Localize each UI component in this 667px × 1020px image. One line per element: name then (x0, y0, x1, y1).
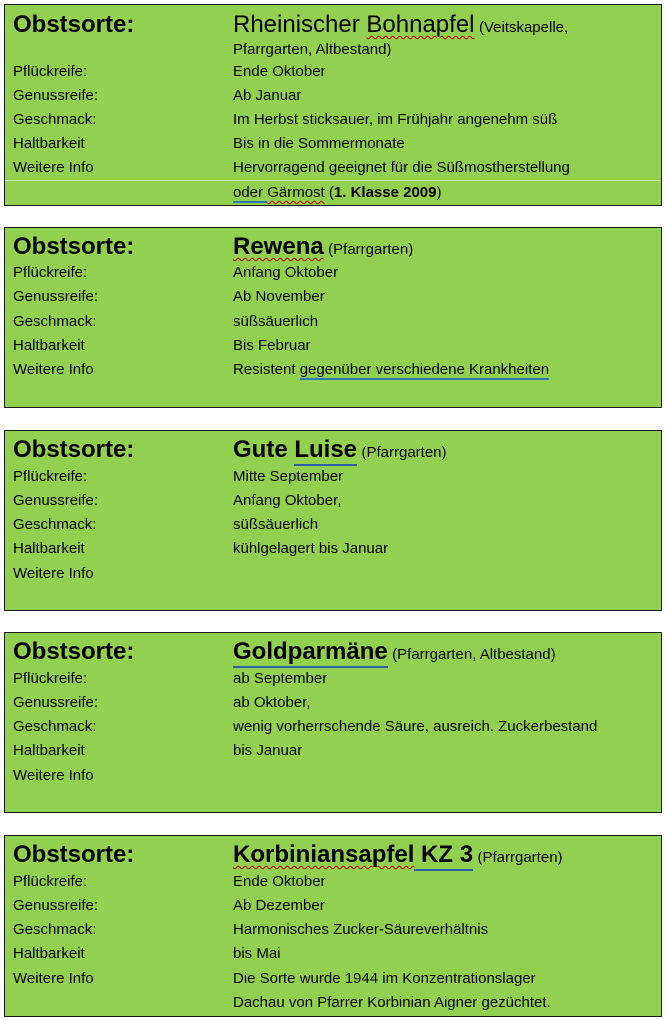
geschmack-label: Geschmack: (13, 516, 97, 533)
genussreife-value: Ab Januar (233, 87, 302, 104)
weitere-info-value: Resistent gegenüber verschiedene Krankheiten (233, 361, 550, 378)
pflueckreife-value: ab September (233, 670, 328, 687)
heading-label: Obstsorte: (13, 638, 135, 665)
variety-name: Gute Luise (Pfarrgarten) (233, 436, 447, 464)
geschmack-value: süßsäuerlich (233, 313, 319, 330)
weitere-info-label: Weitere Info (13, 159, 94, 176)
weitere-info-value-cont: oder Gärmost (1. Klasse 2009) (233, 184, 442, 201)
geschmack-label: Geschmack: (13, 313, 97, 330)
pflueckreife-label: Pflückreife: (13, 63, 88, 80)
haltbarkeit-label: Haltbarkeit (13, 337, 85, 354)
heading-label: Obstsorte: (13, 436, 135, 463)
variety-origin: (Veitskapelle, (478, 19, 569, 36)
variety-origin: (Pfarrgarten) (477, 849, 563, 866)
pflueckreife-value: Ende Oktober (233, 873, 326, 890)
haltbarkeit-value: Bis in die Sommermonate (233, 135, 405, 152)
variety-card-korbiniansapfel (4, 835, 662, 1017)
genussreife-label: Genussreife: (13, 87, 99, 104)
genussreife-value: Ab November (233, 288, 325, 305)
variety-card-rheinischer-bohnapfel (4, 4, 662, 206)
pflueckreife-label: Pflückreife: (13, 468, 88, 485)
genussreife-label: Genussreife: (13, 897, 99, 914)
pflueckreife-value: Mitte September (233, 468, 344, 485)
haltbarkeit-label: Haltbarkeit (13, 135, 85, 152)
heading-label: Obstsorte: (13, 233, 135, 260)
weitere-info-value: Hervorragend geeignet für die Süßmostherstellung (233, 159, 570, 176)
weitere-info-value: Die Sorte wurde 1944 im Konzentrationslager (233, 970, 536, 987)
variety-origin: (Pfarrgarten) (361, 444, 447, 461)
haltbarkeit-label: Haltbarkeit (13, 742, 85, 759)
geschmack-value: Harmonisches Zucker-Säureverhältnis (233, 921, 489, 938)
haltbarkeit-value: bis Januar (233, 742, 303, 759)
genussreife-value: ab Oktober, (233, 694, 311, 711)
pflueckreife-value: Anfang Oktober (233, 264, 339, 281)
haltbarkeit-value: kühlgelagert bis Januar (233, 540, 389, 557)
haltbarkeit-label: Haltbarkeit (13, 945, 85, 962)
weitere-info-label: Weitere Info (13, 361, 94, 378)
geschmack-value: Im Herbst sticksauer, im Frühjahr angenehm süß (233, 111, 558, 128)
haltbarkeit-value: Bis Februar (233, 337, 311, 354)
pflueckreife-value: Ende Oktober (233, 63, 326, 80)
variety-name: Goldparmäne (Pfarrgarten, Altbestand) (233, 638, 556, 666)
pflueckreife-label: Pflückreife: (13, 873, 88, 890)
haltbarkeit-label: Haltbarkeit (13, 540, 85, 557)
variety-name: Rewena (Pfarrgarten) (233, 233, 414, 260)
weitere-info-label: Weitere Info (13, 767, 94, 784)
pflueckreife-label: Pflückreife: (13, 670, 88, 687)
row-divider (5, 180, 661, 181)
geschmack-label: Geschmack: (13, 111, 97, 128)
variety-card-gute-luise (4, 430, 662, 611)
variety-card-goldparmaene (4, 632, 662, 813)
heading-label: Obstsorte: (13, 11, 135, 38)
geschmack-value: süßsäuerlich (233, 516, 319, 533)
genussreife-label: Genussreife: (13, 492, 99, 509)
genussreife-value: Anfang Oktober, (233, 492, 342, 509)
variety-origin-cont: Pfarrgarten, Altbestand) (233, 41, 392, 58)
geschmack-label: Geschmack: (13, 921, 97, 938)
haltbarkeit-value: bis Mai (233, 945, 281, 962)
weitere-info-label: Weitere Info (13, 970, 94, 987)
variety-card-rewena (4, 227, 662, 408)
genussreife-label: Genussreife: (13, 288, 99, 305)
variety-name: Rheinischer Bohnapfel (Veitskapelle, (233, 11, 569, 38)
heading-label: Obstsorte: (13, 841, 135, 868)
weitere-info-label: Weitere Info (13, 565, 94, 582)
geschmack-value: wenig vorherrschende Säure, ausreich. Zuckerbestand (233, 718, 598, 735)
pflueckreife-label: Pflückreife: (13, 264, 88, 281)
genussreife-label: Genussreife: (13, 694, 99, 711)
geschmack-label: Geschmack: (13, 718, 97, 735)
weitere-info-value-cont: Dachau von Pfarrer Korbinian Aigner gezüchtet. (233, 994, 551, 1011)
genussreife-value: Ab Dezember (233, 897, 325, 914)
variety-origin: (Pfarrgarten) (328, 241, 414, 258)
variety-name: Korbiniansapfel KZ 3 (Pfarrgarten) (233, 841, 563, 869)
variety-origin: (Pfarrgarten, Altbestand) (392, 646, 556, 663)
